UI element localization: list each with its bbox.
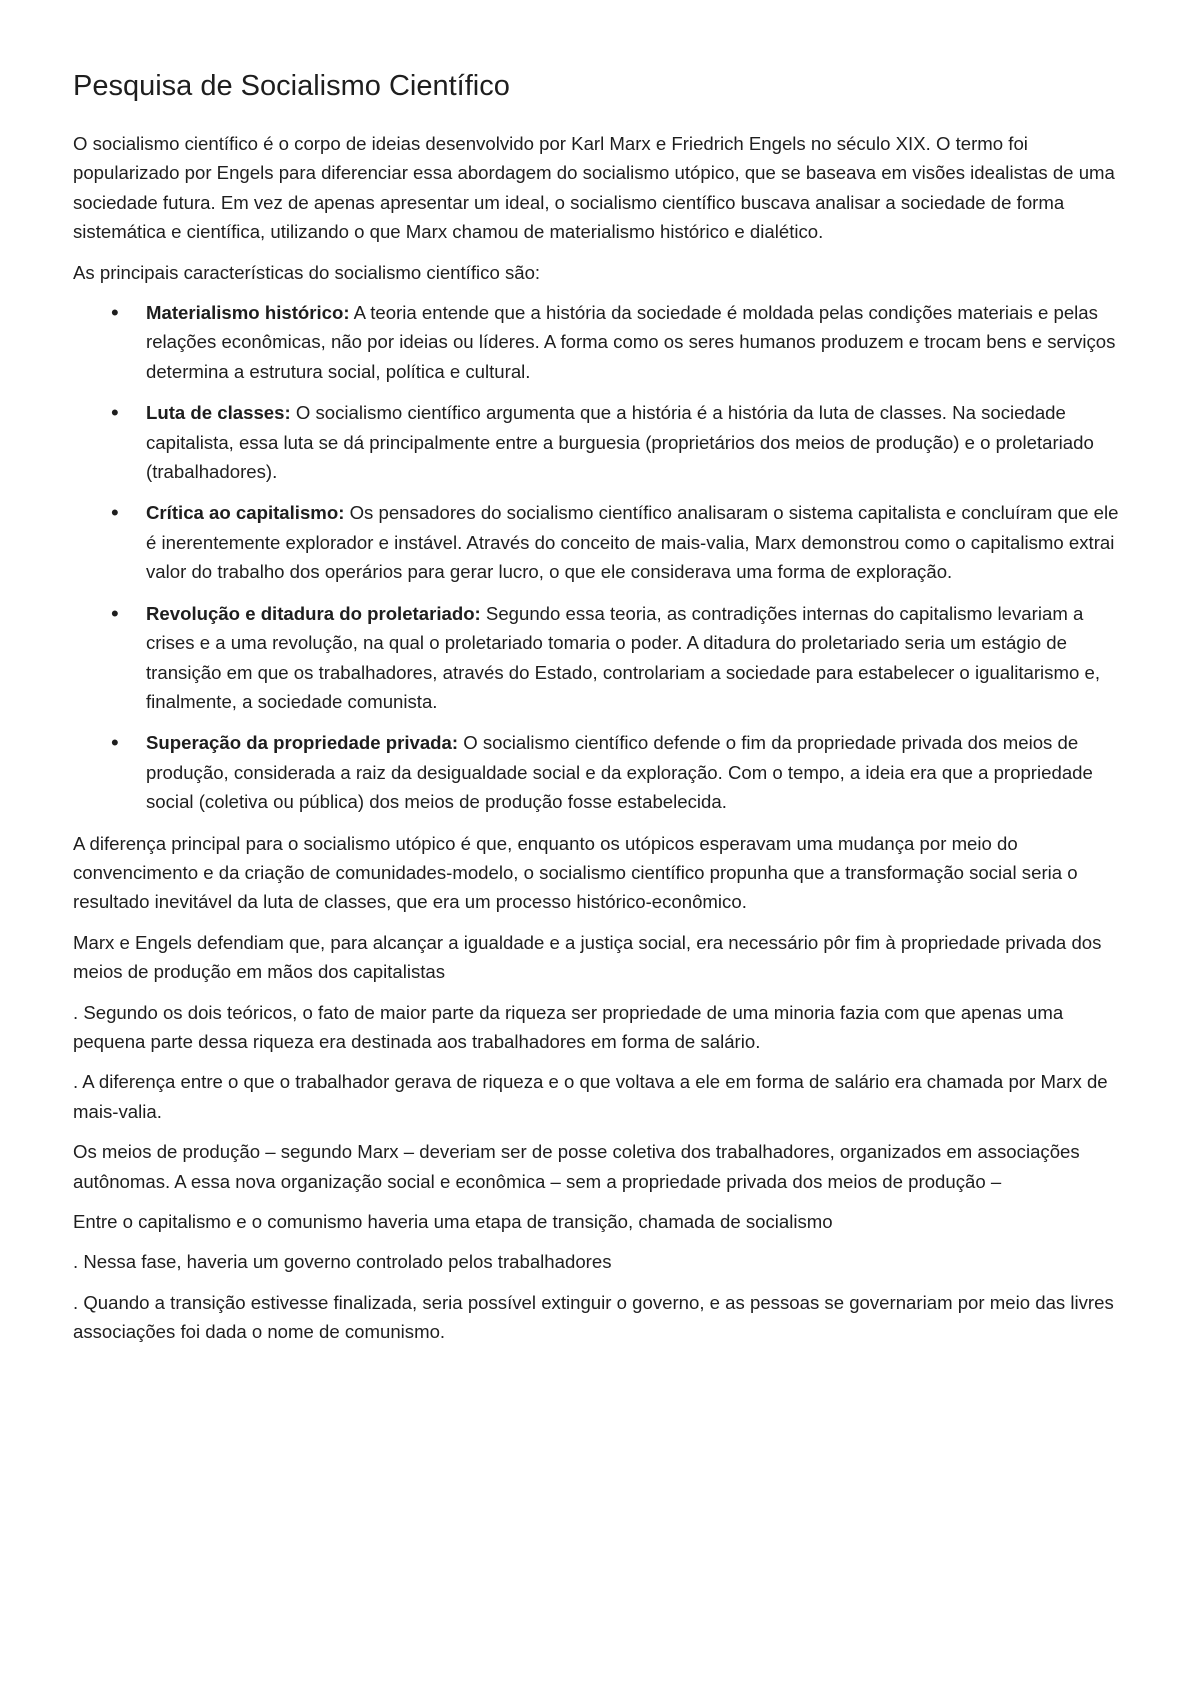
body-paragraph: Os meios de produção – segundo Marx – deveriam ser de posse coletiva dos trabalhadores, organizados em associações autônomas. A essa nova organização social e econômica – sem a propriedade privada dos meios de produção – — [73, 1141, 1080, 1192]
list-item-text: Os pensadores do socialismo científico analisaram o sistema capitalista e concluíram que ele é inerentemente explorador e instável. Através do conceito de mais-valia, Marx demonstrou como o capitalismo extrai valor do trabalho dos operários para gerar lucro, o que ele considerava uma forma de exploração. — [146, 502, 1119, 583]
list-item — [73, 728, 1128, 816]
body-paragraph: . A diferença entre o que o trabalhador gerava de riqueza e o que voltava a ele em forma de salário era chamada por Marx de mais-valia. — [73, 1071, 1108, 1122]
list-item-text: A teoria entende que a história da sociedade é moldada pelas condições materiais e pelas relações econômicas, não por ideias ou líderes. A forma como os seres humanos produzem e trocam bens e serviços determina a estrutura social, política e cultural. — [146, 302, 1116, 382]
document-title: Pesquisa de Socialismo Científico — [73, 70, 510, 102]
body-paragraph: A diferença principal para o socialismo utópico é que, enquanto os utópicos esperavam uma mudança por meio do convencimento e da criação de comunidades-modelo, o socialismo científico propunha que a transformação social seria o resultado inevitável da luta de classes, que era um processo histórico-econômico. — [73, 832, 1078, 913]
list-item-text: O socialismo científico defende o fim da propriedade privada dos meios de produção, considerada a raiz da desigualdade social e da exploração. Com o tempo, a ideia era que a propriedade social (coletiva ou pública) dos meios de produção fosse estabelecida. — [146, 732, 1093, 813]
list-item-term: Superação da propriedade privada: — [146, 732, 459, 754]
list-item-term: Materialismo histórico: — [146, 302, 350, 324]
list-item-text: O socialismo científico argumenta que a história é a história da luta de classes. Na sociedade capitalista, essa luta se dá principalmente entre a burguesia (proprietários dos meios de produção) e o proletariado (trabalhadores). — [146, 402, 1094, 483]
body-paragraph: . Quando a transição estivesse finalizada, seria possível extinguir o governo, e as pessoas se governariam por meio das livres associações foi dada o nome de comunismo. — [73, 1291, 1114, 1343]
body-paragraph: . Segundo os dois teóricos, o fato de maior parte da riqueza ser propriedade de uma minoria fazia com que apenas uma pequena parte dessa riqueza era destinada aos trabalhadores em forma de salário. — [73, 1001, 1064, 1052]
list-item — [73, 498, 1128, 586]
list-item-term: Luta de classes: — [146, 402, 291, 424]
list-item-term: Crítica ao capitalismo: — [146, 502, 345, 524]
list-item — [73, 599, 1128, 717]
list-item-term: Revolução e ditadura do proletariado: — [146, 602, 481, 624]
list-item — [73, 298, 1128, 386]
intro-paragraph: O socialismo científico é o corpo de ideias desenvolvido por Karl Marx e Friedrich Engels no século XIX. O termo foi popularizado por Engels para diferenciar essa abordagem do socialismo utópico, que se baseava em visões idealistas de uma sociedade futura. Em vez de apenas apresentar um ideal, o socialismo científico buscava analisar a sociedade de forma sistemática e científica, utilizando o que Marx chamou de materialismo histórico e dialético. — [73, 133, 1115, 243]
body-paragraph: Marx e Engels defendiam que, para alcançar a igualdade e a justiça social, era necessário pôr fim à propriedade privada dos meios de produção em mãos dos capitalistas — [73, 931, 1102, 983]
list-intro: As principais características do socialismo científico são: — [73, 261, 541, 283]
body-paragraph: . Nessa fase, haveria um governo controlado pelos trabalhadores — [73, 1251, 612, 1273]
list-item-text: Segundo essa teoria, as contradições internas do capitalismo levariam a crises e a uma revolução, na qual o proletariado tomaria o poder. A ditadura do proletariado seria um estágio de transição em que os trabalhadores, através do Estado, controlariam a sociedade para estabelecer o igualitarismo e, finalmente, a sociedade comunista. — [146, 602, 1100, 712]
body-paragraph: Entre o capitalismo e o comunismo haveria uma etapa de transição, chamada de socialismo — [73, 1211, 833, 1232]
list-item — [73, 398, 1128, 486]
characteristics-list — [73, 298, 1128, 817]
